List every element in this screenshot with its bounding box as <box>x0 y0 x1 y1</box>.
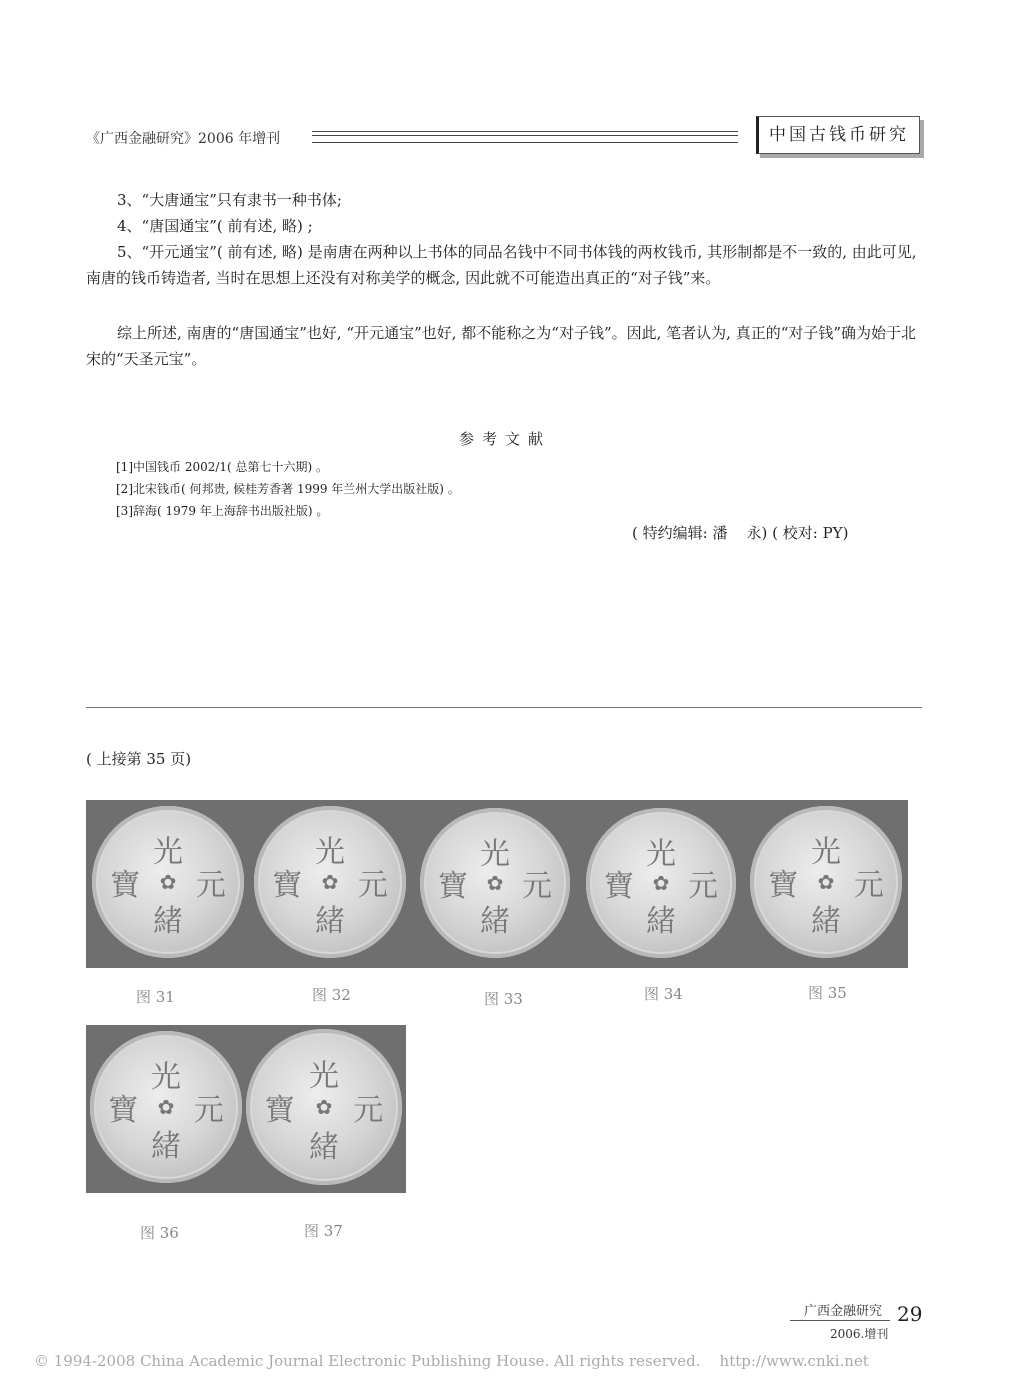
coin-char-right: 元 <box>353 1093 384 1128</box>
coin-center-flower: ✿ <box>159 870 177 894</box>
coin-char-bottom: 緒 <box>309 1130 339 1166</box>
coin-figure-31 <box>92 806 244 958</box>
coin-center-flower: ✿ <box>157 1095 175 1119</box>
copyright-watermark: © 1994-2008 China Academic Journal Electronic Publishing House. All rights reserved. http://www.cnki.net <box>34 1352 869 1370</box>
coin-char-right: 元 <box>522 869 552 904</box>
coin-char-left: 寶 <box>438 869 468 904</box>
coin-char-right: 元 <box>357 868 388 903</box>
folio-issue: 2006.增刊 <box>830 1327 889 1341</box>
coin-char-bottom: 緒 <box>646 904 676 939</box>
coin-char-top: 光 <box>151 1060 181 1096</box>
coin-char-top: 光 <box>315 835 345 871</box>
coin-figure-35 <box>750 806 902 958</box>
coin-figure-33 <box>420 808 570 958</box>
coin-char-bottom: 緒 <box>153 903 183 939</box>
references-heading: 参考文献 <box>458 430 551 448</box>
figure-caption-34: 图 34 <box>644 985 683 1003</box>
coin-figure-32 <box>254 806 406 958</box>
section-divider <box>86 707 922 708</box>
coin-char-left: 寶 <box>110 868 141 903</box>
continued-note: ( 上接第 35 页) <box>86 750 192 768</box>
reference-item-3: [3]辞海( 1979 年上海辞书出版社版) 。 <box>116 504 329 518</box>
coin-char-left: 寶 <box>768 868 799 903</box>
coin-char-left: 寶 <box>604 869 634 904</box>
coin-photo-row-2 <box>86 1025 406 1193</box>
body-paragraph-4: 4、“唐国通宝”( 前有述, 略) ; <box>117 217 313 235</box>
reference-item-1: [1]中国钱币 2002/1( 总第七十六期) 。 <box>116 460 329 474</box>
figure-caption-37: 图 37 <box>304 1222 343 1240</box>
coin-char-top: 光 <box>646 837 676 872</box>
header-rule <box>312 131 738 143</box>
coin-photo-row-1 <box>86 800 908 968</box>
body-paragraph-summary: 综上所述, 南唐的“唐国通宝”也好, “开元通宝”也好, 都不能称之为“对子钱”。因此, 笔者认为, 真正的“对子钱”确为始于北宋的“天圣元宝”。 <box>86 324 917 368</box>
coin-char-bottom: 緒 <box>151 1128 181 1164</box>
coin-char-right: 元 <box>688 869 718 904</box>
figure-caption-33: 图 33 <box>484 990 523 1008</box>
body-paragraph-3: 3、“大唐通宝”只有隶书一种书体; <box>117 191 342 209</box>
coin-char-left: 寶 <box>272 868 303 903</box>
running-title: 《广西金融研究》2006 年增刊 <box>86 131 281 147</box>
folio-journal-name: 广西金融研究 <box>804 1304 883 1319</box>
coin-char-top: 光 <box>480 837 510 872</box>
coin-figure-36 <box>90 1031 242 1183</box>
folio-rule <box>790 1320 890 1321</box>
coin-char-left: 寶 <box>264 1093 295 1128</box>
coin-char-right: 元 <box>193 1093 224 1128</box>
coin-char-top: 光 <box>153 835 183 871</box>
coin-center-flower: ✿ <box>486 871 504 895</box>
coin-center-flower: ✿ <box>652 871 670 895</box>
coin-char-left: 寶 <box>108 1093 139 1128</box>
coin-char-bottom: 緒 <box>315 903 345 939</box>
coin-char-bottom: 緒 <box>480 904 510 939</box>
editor-note: ( 特约编辑: 潘 永) ( 校对: PY) <box>632 524 849 542</box>
coin-char-right: 元 <box>195 868 226 903</box>
coin-figure-37 <box>246 1029 402 1185</box>
figure-caption-31: 图 31 <box>136 988 175 1006</box>
figure-caption-36: 图 36 <box>140 1224 179 1242</box>
reference-item-2: [2]北宋钱币( 何邦贵, 候桂芳香著 1999 年兰州大学出版社版) 。 <box>116 482 460 496</box>
coin-char-bottom: 緒 <box>811 903 841 939</box>
coin-center-flower: ✿ <box>817 870 835 894</box>
coin-figure-34 <box>586 808 736 958</box>
coin-char-right: 元 <box>853 868 884 903</box>
page-number: 29 <box>897 1302 923 1326</box>
coin-char-top: 光 <box>309 1058 339 1094</box>
column-name-box: 中国古钱币研究 <box>756 116 920 154</box>
coin-center-flower: ✿ <box>321 870 339 894</box>
body-paragraph-5: 5、“开元通宝”( 前有述, 略) 是南唐在两种以上书体的同品名钱中不同书体钱的两枚钱币, 其形制都是不一致的, 由此可见, 南唐的钱币铸造者, 当时在思想上还没有对称美学的概念, 因此就不可能造出真正的“对子钱”来。 <box>86 243 917 287</box>
figure-caption-32: 图 32 <box>312 986 351 1004</box>
coin-char-top: 光 <box>811 835 841 871</box>
figure-caption-35: 图 35 <box>808 984 847 1002</box>
coin-center-flower: ✿ <box>315 1095 333 1119</box>
